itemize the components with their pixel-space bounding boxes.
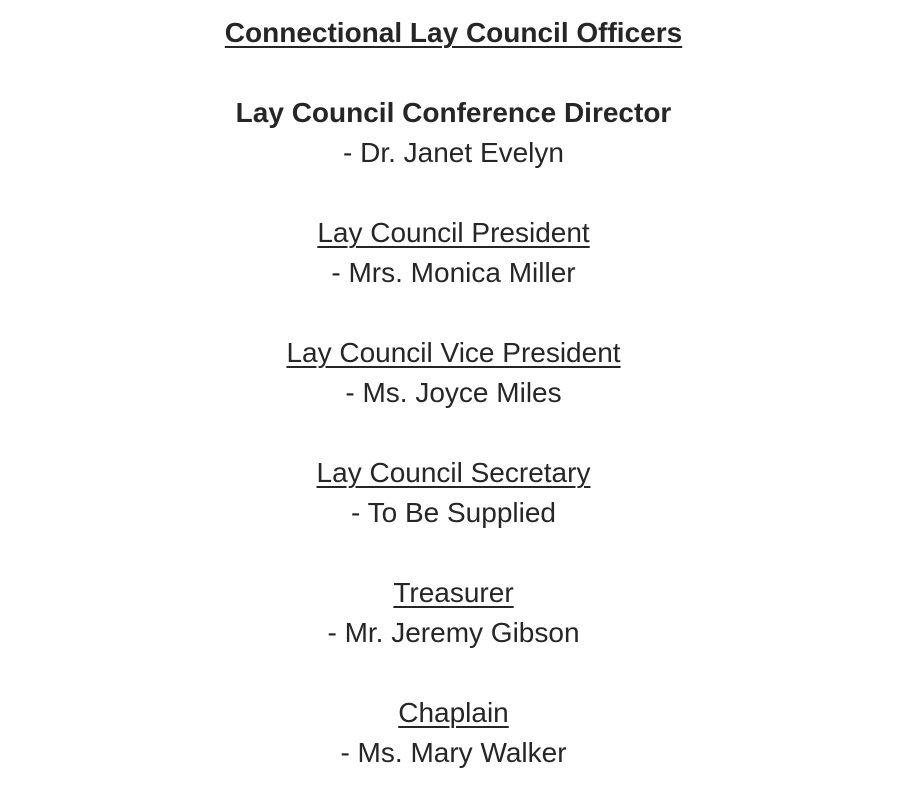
officer-section-treasurer [0, 573, 907, 653]
document-title: Connectional Lay Council Officers [224, 17, 683, 48]
officer-name: - Ms. Joyce Miles [345, 377, 562, 408]
officer-section-chaplain [0, 693, 907, 773]
officer-name: - Ms. Mary Walker [340, 737, 567, 768]
officer-name: - Dr. Janet Evelyn [343, 137, 564, 168]
officer-name: - To Be Supplied [351, 497, 556, 528]
officer-role-heading: Chaplain [398, 697, 509, 728]
officer-section-vice-president [0, 333, 907, 413]
officer-name: - Mr. Jeremy Gibson [327, 617, 580, 648]
officer-section-president [0, 213, 907, 293]
officer-role-heading: Lay Council Secretary [316, 457, 591, 488]
officer-role-heading: Treasurer [393, 577, 514, 608]
officer-name: - Mrs. Monica Miller [331, 257, 576, 288]
officer-role-heading: Lay Council Vice President [286, 337, 621, 368]
officer-section-secretary [0, 453, 907, 533]
officer-role-heading: Lay Council President [317, 217, 590, 248]
officer-section-conference-director [0, 93, 907, 173]
officer-role-heading: Lay Council Conference Director [235, 97, 672, 128]
